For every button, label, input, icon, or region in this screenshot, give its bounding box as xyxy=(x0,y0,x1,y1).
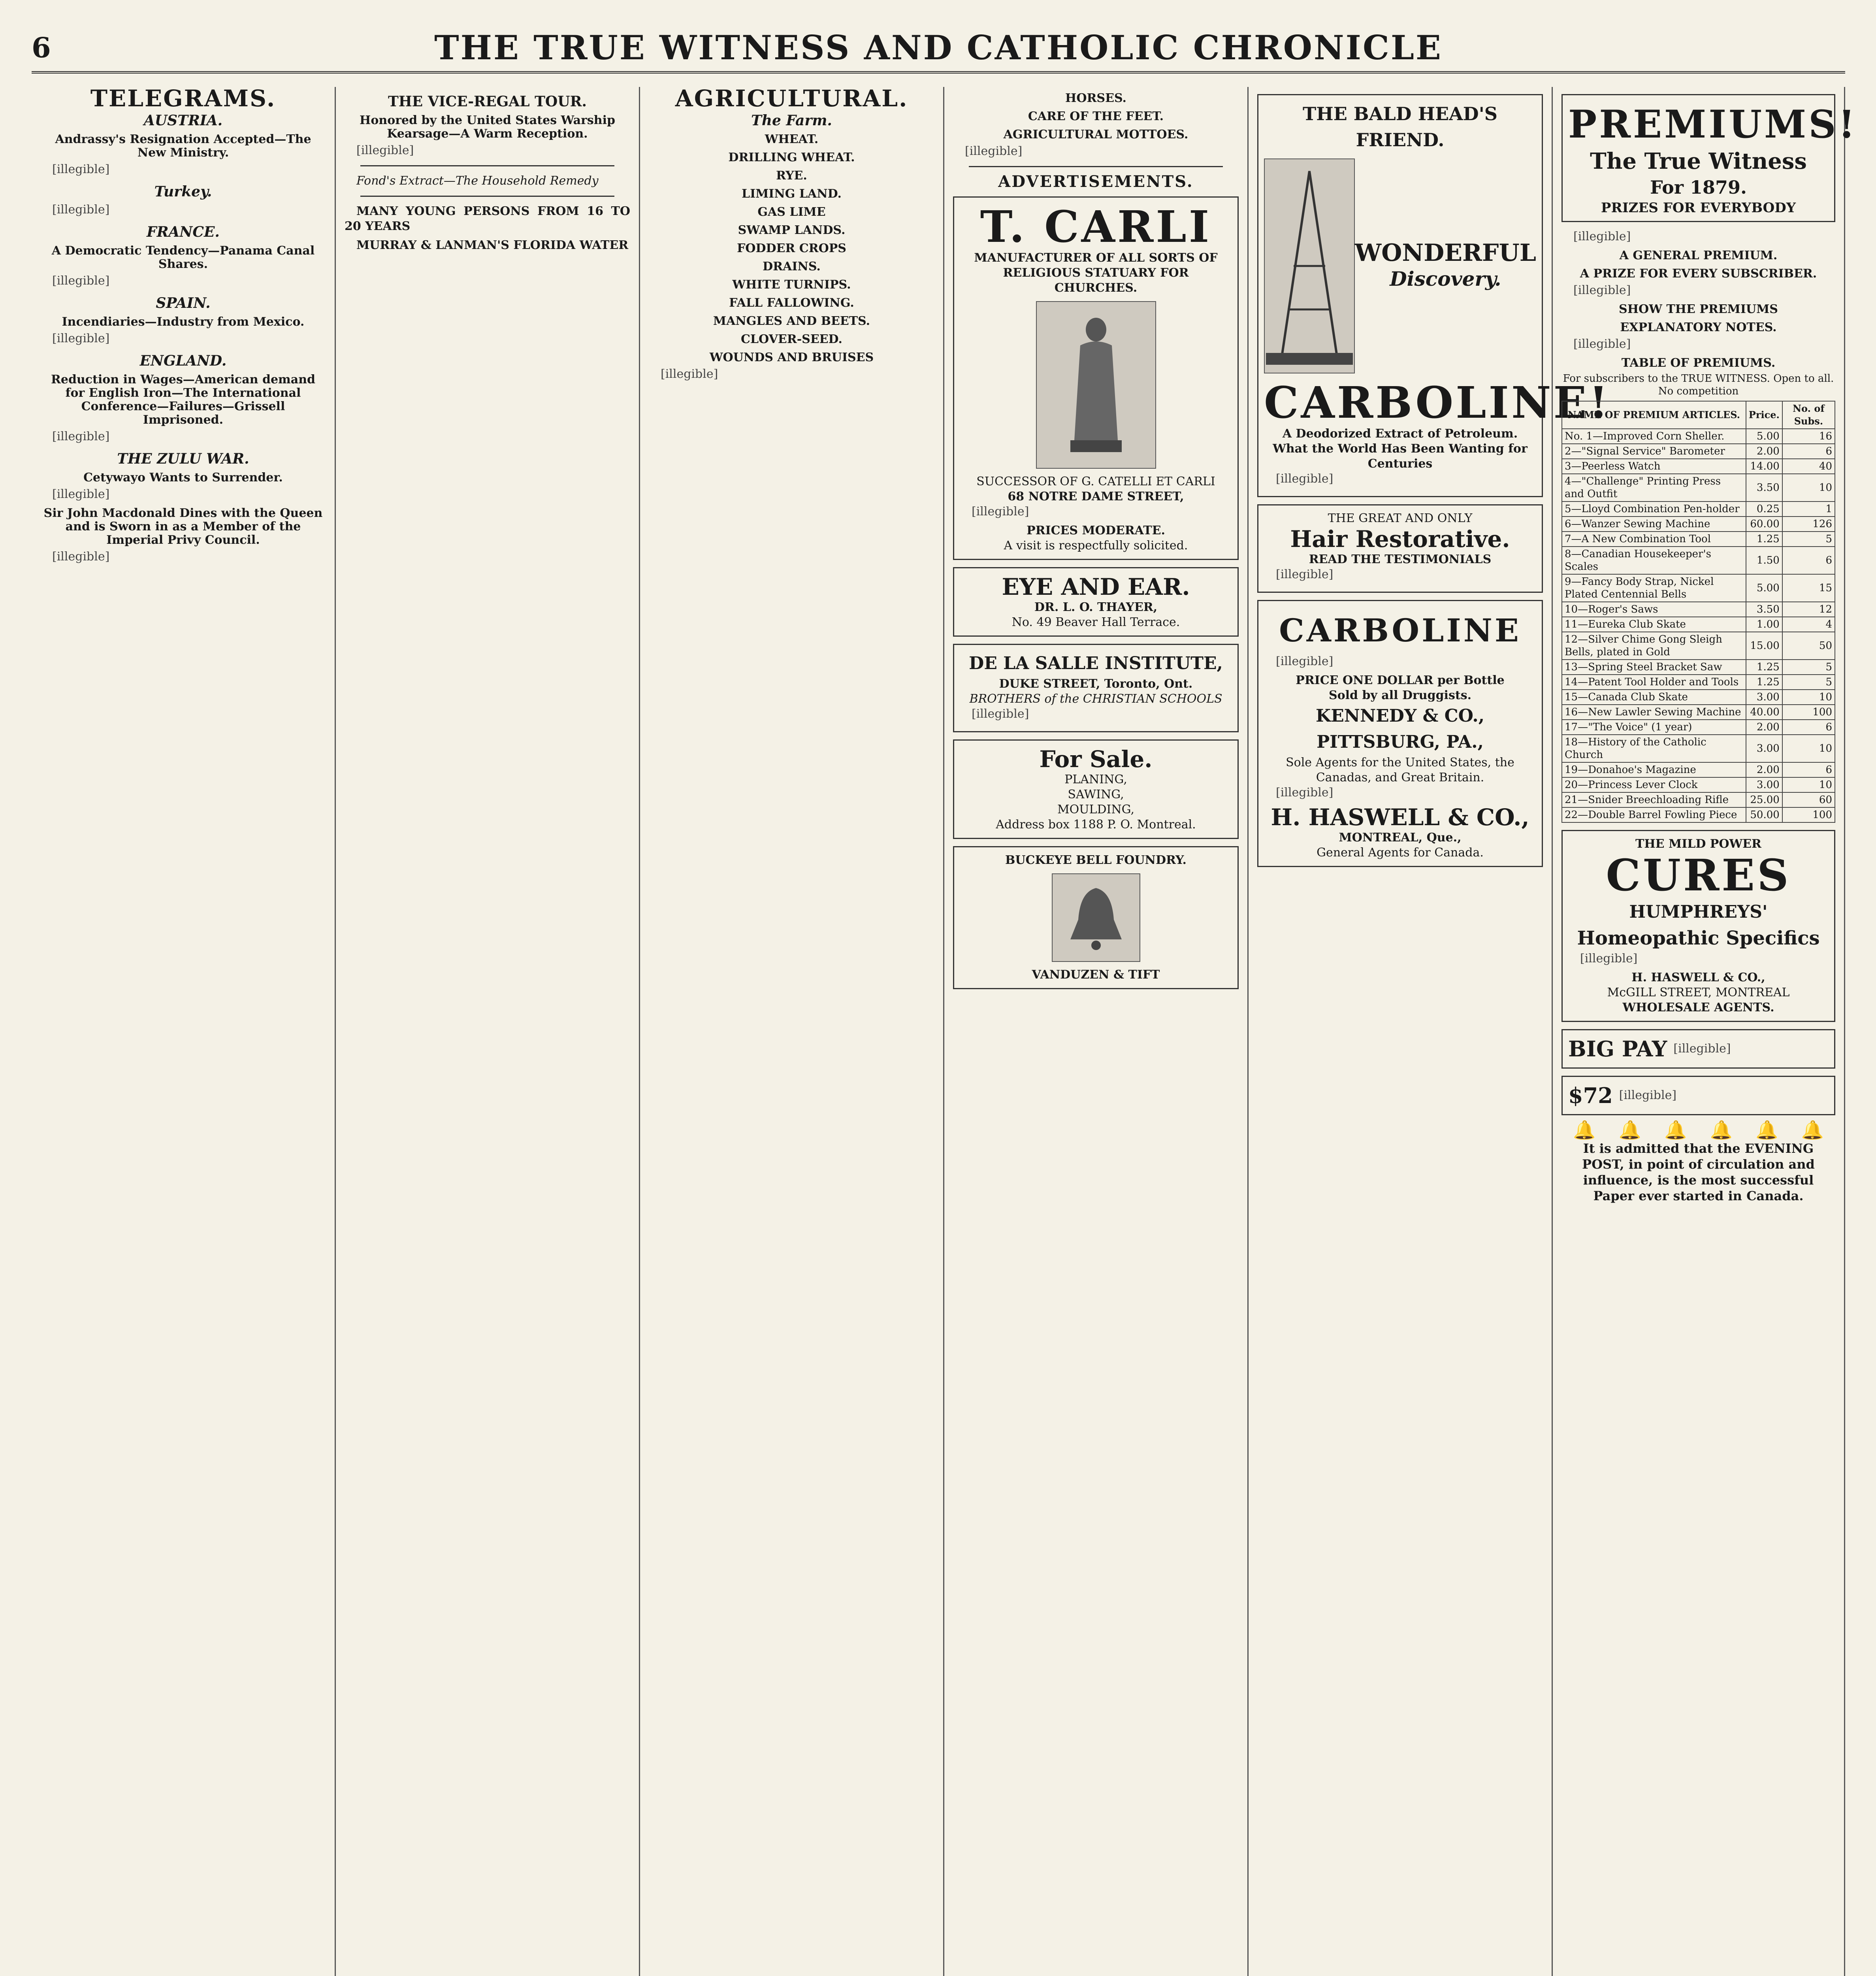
body-text: [illegible] xyxy=(52,162,110,176)
table-cell: 3.00 xyxy=(1746,690,1782,705)
hair-pre: THE GREAT AND ONLY xyxy=(1328,511,1473,525)
table-row xyxy=(1562,574,1835,602)
subhead: MANGLES AND BEETS. xyxy=(713,314,870,328)
section-title: AUSTRIA. xyxy=(143,112,223,129)
section-title: ENGLAND. xyxy=(139,353,227,369)
seventy-two-ad xyxy=(1561,1076,1835,1115)
carboline-desc: A Deodorized Extract of Petroleum. xyxy=(1282,427,1518,441)
section-headline: A Democratic Tendency—Panama Canal Shares. xyxy=(51,244,315,271)
body-text: [illegible] xyxy=(356,143,414,157)
table-cell: 9—Fancy Body Strap, Nickel Plated Centennial Bells xyxy=(1562,574,1746,602)
bell-icon: 🔔 xyxy=(1710,1119,1733,1141)
oil-derrick-icon xyxy=(1266,167,1353,365)
table-cell: 1 xyxy=(1782,502,1835,517)
table-cell: 50 xyxy=(1782,632,1835,660)
section-heading: AGRICULTURAL. xyxy=(675,85,908,112)
column-vice-regal xyxy=(336,87,640,1976)
subhead: CLOVER-SEED. xyxy=(741,332,842,346)
premiums-ad xyxy=(1561,94,1857,222)
table-cell: 60.00 xyxy=(1746,517,1782,532)
table-header: NAME OF PREMIUM ARTICLES. xyxy=(1562,401,1746,429)
table-cell: 10 xyxy=(1782,735,1835,762)
subhead: WOUNDS AND BRUISES xyxy=(709,351,874,364)
bell-firm: VANDUZEN & TIFT xyxy=(1032,968,1160,982)
cures-power: THE MILD POWER xyxy=(1635,837,1761,851)
body-text: [illegible] xyxy=(972,505,1029,519)
lasalle-ad xyxy=(953,644,1239,732)
section-headline: Sir John Macdonald Dines with the Queen and is Sworn in as a Member of the Imperial Privy Council. xyxy=(43,506,323,547)
premiums-prizes: PRIZES FOR EVERYBODY xyxy=(1601,200,1796,216)
table-cell: 1.00 xyxy=(1746,617,1782,632)
eye-ear-doctor: DR. L. O. THAYER, xyxy=(1034,600,1158,614)
column-agricultural xyxy=(640,87,944,1976)
table-cell: 40 xyxy=(1782,459,1835,474)
explanatory-notes: EXPLANATORY NOTES. xyxy=(1620,321,1777,334)
table-caption: For subscribers to the TRUE WITNESS. Open to all. No competition xyxy=(1563,373,1834,397)
table-cell: 15.00 xyxy=(1746,632,1782,660)
table-cell: 2—"Signal Service" Barometer xyxy=(1562,444,1746,459)
table-row xyxy=(1562,792,1835,807)
table-row xyxy=(1562,459,1835,474)
table-cell: 2.00 xyxy=(1746,444,1782,459)
carboline-title-2: CARBOLINE xyxy=(1279,612,1521,649)
divider xyxy=(360,165,614,166)
table-row xyxy=(1562,632,1835,660)
table-cell: 14.00 xyxy=(1746,459,1782,474)
body-text: [illegible] xyxy=(965,144,1023,158)
body-text: [illegible] xyxy=(1276,472,1334,486)
premiums-table xyxy=(1561,401,1835,823)
table-cell: 4—"Challenge" Printing Press and Outfit xyxy=(1562,474,1746,502)
table-cell: 5 xyxy=(1782,675,1835,690)
table-cell: 16—New Lawler Sewing Machine xyxy=(1562,705,1746,720)
table-cell: 1.25 xyxy=(1746,532,1782,547)
closing-banner xyxy=(1561,1119,1835,1204)
carli-name: T. CARLI xyxy=(980,201,1212,252)
table-cell: 6 xyxy=(1782,720,1835,735)
statue-illustration xyxy=(1036,301,1156,469)
table-cell: 10 xyxy=(1782,474,1835,502)
subhead: WHITE TURNIPS. xyxy=(732,278,851,292)
table-cell: 1.25 xyxy=(1746,660,1782,675)
body-text: [illegible] xyxy=(661,367,718,381)
subhead: SWAMP LANDS. xyxy=(738,223,846,237)
divider xyxy=(969,166,1223,167)
bell-illustration xyxy=(1052,873,1140,962)
table-cell: 10—Roger's Saws xyxy=(1562,602,1746,617)
eye-ear-ad xyxy=(953,567,1239,637)
table-header: No. of Subs. xyxy=(1782,401,1835,429)
wonderful-text: WONDERFUL xyxy=(1354,239,1536,267)
haswell-city: MONTREAL, Que., xyxy=(1339,831,1462,845)
hair-sub: READ THE TESTIMONIALS xyxy=(1309,552,1492,566)
body-text: [illegible] xyxy=(1276,786,1334,799)
ad-young-persons: MANY YOUNG PERSONS FROM 16 TO 20 YEARS xyxy=(345,204,630,233)
kennedy-agents: Sole Agents for the United States, the Canadas, and Great Britain. xyxy=(1286,756,1514,784)
show-premiums: SHOW THE PREMIUMS xyxy=(1619,302,1778,316)
table-cell: 3.00 xyxy=(1746,777,1782,792)
subhead: GAS LIME xyxy=(757,205,826,219)
subhead: RYE. xyxy=(776,169,807,183)
carli-successor: SUCCESSOR OF G. CATELLI ET CARLI xyxy=(976,475,1215,488)
for-sale-item: MOULDING, xyxy=(1057,803,1135,816)
subhead: AGRICULTURAL MOTTOES. xyxy=(1003,128,1189,141)
subhead: DRILLING WHEAT. xyxy=(728,151,855,164)
body-text: [illegible] xyxy=(52,274,110,288)
section-headline: Reduction in Wages—American demand for English Iron—The International Conference—Failures—Grissell Imprisoned. xyxy=(51,373,316,427)
table-cell: 12—Silver Chime Gong Sleigh Bells, plated in Gold xyxy=(1562,632,1746,660)
section-title: SPAIN. xyxy=(156,295,211,311)
table-cell: 3.50 xyxy=(1746,474,1782,502)
table-cell: 1.50 xyxy=(1746,547,1782,574)
table-cell: 2.00 xyxy=(1746,762,1782,777)
seventy-two-label: $72 xyxy=(1568,1083,1613,1108)
page-number: 6 xyxy=(32,31,51,64)
body-text: [illegible] xyxy=(52,430,110,443)
table-cell: 12 xyxy=(1782,602,1835,617)
section-heading: TELEGRAMS. xyxy=(90,85,276,112)
divider xyxy=(360,196,614,197)
carli-note: PRICES MODERATE. xyxy=(1027,524,1165,537)
section-title: Turkey. xyxy=(154,183,212,200)
body-text: [illegible] xyxy=(52,203,110,217)
table-cell: 19—Donahoe's Magazine xyxy=(1562,762,1746,777)
body-text: [illegible] xyxy=(52,332,110,345)
table-cell: 5.00 xyxy=(1746,429,1782,444)
section-headline: Andrassy's Resignation Accepted—The New Ministry. xyxy=(55,132,311,160)
ads-heading: ADVERTISEMENTS. xyxy=(998,172,1194,191)
article-subhead: Honored by the United States Warship Kearsage—A Warm Reception. xyxy=(360,113,615,141)
section-headline: Cetywayo Wants to Surrender. xyxy=(83,471,283,485)
bell-icon: 🔔 xyxy=(1664,1119,1687,1141)
table-cell: 13—Spring Steel Bracket Saw xyxy=(1562,660,1746,675)
subhead: FALL FALLOWING. xyxy=(729,296,854,310)
table-cell: 5—Lloyd Combination Pen-holder xyxy=(1562,502,1746,517)
table-cell: 11—Eureka Club Skate xyxy=(1562,617,1746,632)
carli-visit: A visit is respectfully solicited. xyxy=(1004,539,1188,552)
bell-foundry-ad xyxy=(953,846,1239,989)
lasalle-title: DE LA SALLE INSTITUTE, xyxy=(969,653,1223,673)
cures-brand: HUMPHREYS' xyxy=(1629,902,1768,922)
table-row xyxy=(1562,502,1835,517)
body-text: [illegible] xyxy=(52,487,110,501)
discovery-text: Discovery. xyxy=(1390,267,1501,290)
table-cell: 100 xyxy=(1782,807,1835,822)
bell-title: BUCKEYE BELL FOUNDRY. xyxy=(1005,853,1187,867)
bell-icon xyxy=(1064,884,1128,951)
table-cell: 126 xyxy=(1782,517,1835,532)
bell-row-icons xyxy=(1561,1119,1835,1141)
table-cell: 2.00 xyxy=(1746,720,1782,735)
table-row xyxy=(1562,705,1835,720)
body-text: [illegible] xyxy=(1580,952,1638,965)
table-row xyxy=(1562,532,1835,547)
hair-title: Hair Restorative. xyxy=(1290,526,1510,552)
statue-icon xyxy=(1064,314,1128,456)
eye-ear-title: EYE AND EAR. xyxy=(1002,573,1190,600)
table-cell: 15—Canada Club Skate xyxy=(1562,690,1746,705)
table-cell: 20—Princess Lever Clock xyxy=(1562,777,1746,792)
table-cell: 14—Patent Tool Holder and Tools xyxy=(1562,675,1746,690)
section-title: THE ZULU WAR. xyxy=(117,451,249,467)
body-text: [illegible] xyxy=(972,707,1029,721)
every-subscriber: A PRIZE FOR EVERY SUBSCRIBER. xyxy=(1580,267,1817,281)
carboline-price: PRICE ONE DOLLAR per Bottle xyxy=(1296,673,1505,687)
table-row xyxy=(1562,444,1835,459)
for-sale-ad xyxy=(953,739,1239,839)
table-row xyxy=(1562,675,1835,690)
table-row xyxy=(1562,547,1835,574)
kennedy-firm: KENNEDY & CO., PITTSBURG, PA., xyxy=(1315,706,1485,752)
oil-derrick-illustration xyxy=(1264,158,1355,373)
table-row xyxy=(1562,517,1835,532)
table-cell: 50.00 xyxy=(1746,807,1782,822)
carboline-price-ad xyxy=(1257,600,1543,867)
carli-address: 68 NOTRE DAME STREET, xyxy=(1008,490,1184,503)
section-headline: Incendiaries—Industry from Mexico. xyxy=(62,315,305,329)
table-cell: 3—Peerless Watch xyxy=(1562,459,1746,474)
premiums-table-body xyxy=(1562,429,1835,822)
newspaper-title: THE TRUE WITNESS AND CATHOLIC CHRONICLE xyxy=(434,28,1443,67)
table-cell: 4 xyxy=(1782,617,1835,632)
table-row xyxy=(1562,429,1835,444)
carboline-sold: Sold by all Druggists. xyxy=(1328,688,1472,702)
big-pay-label: BIG PAY xyxy=(1568,1036,1667,1062)
cures-agent-address: McGILL STREET, MONTREAL xyxy=(1607,986,1790,999)
table-cell: 25.00 xyxy=(1746,792,1782,807)
table-cell: 10 xyxy=(1782,777,1835,792)
table-cell: 3.50 xyxy=(1746,602,1782,617)
table-cell: 6 xyxy=(1782,547,1835,574)
body-text: [illegible] xyxy=(1573,230,1631,243)
table-cell: 16 xyxy=(1782,429,1835,444)
column-ads xyxy=(944,87,1249,1976)
body-text: [illegible] xyxy=(1673,1042,1731,1056)
body-text: [illegible] xyxy=(1276,654,1334,668)
big-pay-ad xyxy=(1561,1029,1835,1069)
premiums-paper: The True Witness xyxy=(1590,148,1807,174)
haswell-role: General Agents for Canada. xyxy=(1317,846,1484,860)
table-cell: 15 xyxy=(1782,574,1835,602)
for-sale-title: For Sale. xyxy=(1039,746,1153,773)
body-text: [illegible] xyxy=(1276,568,1334,581)
premiums-title: PREMIUMS! xyxy=(1568,102,1857,147)
article-headline: THE VICE-REGAL TOUR. xyxy=(388,93,587,110)
table-row xyxy=(1562,690,1835,705)
table-row xyxy=(1562,474,1835,502)
subhead: HORSES. xyxy=(1065,91,1126,105)
table-cell: 22—Double Barrel Fowling Piece xyxy=(1562,807,1746,822)
table-cell: 6 xyxy=(1782,444,1835,459)
cures-title: CURES xyxy=(1606,850,1791,901)
table-cell: 40.00 xyxy=(1746,705,1782,720)
closing-statement: It is admitted that the EVENING POST, in point of circulation and influence, is the most successful Paper ever started in Canada. xyxy=(1582,1141,1815,1203)
table-cell: 6—Wanzer Sewing Machine xyxy=(1562,517,1746,532)
table-cell: 0.25 xyxy=(1746,502,1782,517)
bell-icon: 🔔 xyxy=(1573,1119,1596,1141)
hair-restorative-ad xyxy=(1257,504,1543,593)
subhead: DRAINS. xyxy=(763,260,821,273)
masthead xyxy=(32,24,1845,74)
bald-head-headline: THE BALD HEAD'S FRIEND. xyxy=(1303,103,1497,151)
table-cell: 100 xyxy=(1782,705,1835,720)
premiums-year: For 1879. xyxy=(1650,177,1747,198)
table-cell: 10 xyxy=(1782,690,1835,705)
for-sale-item: PLANING, xyxy=(1064,773,1127,786)
table-cell: 3.00 xyxy=(1746,735,1782,762)
cures-agent: H. HASWELL & CO., xyxy=(1631,971,1765,984)
table-row xyxy=(1562,777,1835,792)
table-cell: 21—Snider Breechloading Rifle xyxy=(1562,792,1746,807)
subhead: FODDER CROPS xyxy=(737,241,846,255)
cures-product: Homeopathic Specifics xyxy=(1577,927,1820,949)
subhead: WHEAT. xyxy=(765,132,819,146)
table-cell: 5.00 xyxy=(1746,574,1782,602)
table-header-row xyxy=(1562,401,1835,429)
table-row xyxy=(1562,617,1835,632)
bell-icon: 🔔 xyxy=(1801,1119,1824,1141)
table-cell: 5 xyxy=(1782,660,1835,675)
table-cell: 8—Canadian Housekeeper's Scales xyxy=(1562,547,1746,574)
table-header: Price. xyxy=(1746,401,1782,429)
bell-icon: 🔔 xyxy=(1618,1119,1641,1141)
column-premiums xyxy=(1553,87,1857,1976)
table-row xyxy=(1562,602,1835,617)
carli-ad xyxy=(953,196,1239,560)
table-title: TABLE OF PREMIUMS. xyxy=(1621,356,1776,370)
column-telegrams xyxy=(32,87,336,1976)
subhead: The Farm. xyxy=(751,112,832,129)
bell-icon: 🔔 xyxy=(1755,1119,1778,1141)
carboline-title: CARBOLINE! xyxy=(1264,377,1610,428)
ad-florida-water: MURRAY & LANMAN'S FLORIDA WATER xyxy=(356,238,629,252)
carli-tagline: MANUFACTURER OF ALL SORTS OF RELIGIOUS STATUARY FOR CHURCHES. xyxy=(974,251,1218,295)
cures-wholesale: WHOLESALE AGENTS. xyxy=(1622,1001,1774,1014)
subhead: CARE OF THE FEET. xyxy=(1028,109,1164,123)
for-sale-item: SAWING, xyxy=(1068,788,1124,801)
table-cell: 17—"The Voice" (1 year) xyxy=(1562,720,1746,735)
general-premium: A GENERAL PREMIUM. xyxy=(1619,249,1778,262)
section-title: FRANCE. xyxy=(147,224,220,240)
table-row xyxy=(1562,735,1835,762)
table-cell: No. 1—Improved Corn Sheller. xyxy=(1562,429,1746,444)
table-cell: 1.25 xyxy=(1746,675,1782,690)
table-cell: 7—A New Combination Tool xyxy=(1562,532,1746,547)
table-cell: 60 xyxy=(1782,792,1835,807)
carboline-ad xyxy=(1257,94,1610,497)
eye-ear-address: No. 49 Beaver Hall Terrace. xyxy=(1011,615,1180,629)
ad-fonds-extract: Fond's Extract—The Household Remedy xyxy=(356,174,599,188)
table-row xyxy=(1562,660,1835,675)
table-row xyxy=(1562,720,1835,735)
subhead: LIMING LAND. xyxy=(741,187,842,201)
lasalle-directed: BROTHERS of the CHRISTIAN SCHOOLS xyxy=(969,692,1222,706)
haswell-name: H. HASWELL & CO., xyxy=(1271,804,1529,831)
table-row xyxy=(1562,762,1835,777)
lasalle-address: DUKE STREET, Toronto, Ont. xyxy=(999,677,1193,691)
table-cell: 5 xyxy=(1782,532,1835,547)
table-cell: 18—History of the Catholic Church xyxy=(1562,735,1746,762)
body-text: [illegible] xyxy=(1573,337,1631,351)
table-cell: 6 xyxy=(1782,762,1835,777)
body-text: [illegible] xyxy=(52,550,110,564)
table-row xyxy=(1562,807,1835,822)
for-sale-address: Address box 1188 P. O. Montreal. xyxy=(996,818,1196,832)
carboline-desc-2: What the World Has Been Wanting for Centuries xyxy=(1273,442,1528,471)
cures-ad xyxy=(1561,830,1835,1022)
body-text: [illegible] xyxy=(1573,283,1631,297)
body-text: [illegible] xyxy=(1619,1088,1677,1102)
